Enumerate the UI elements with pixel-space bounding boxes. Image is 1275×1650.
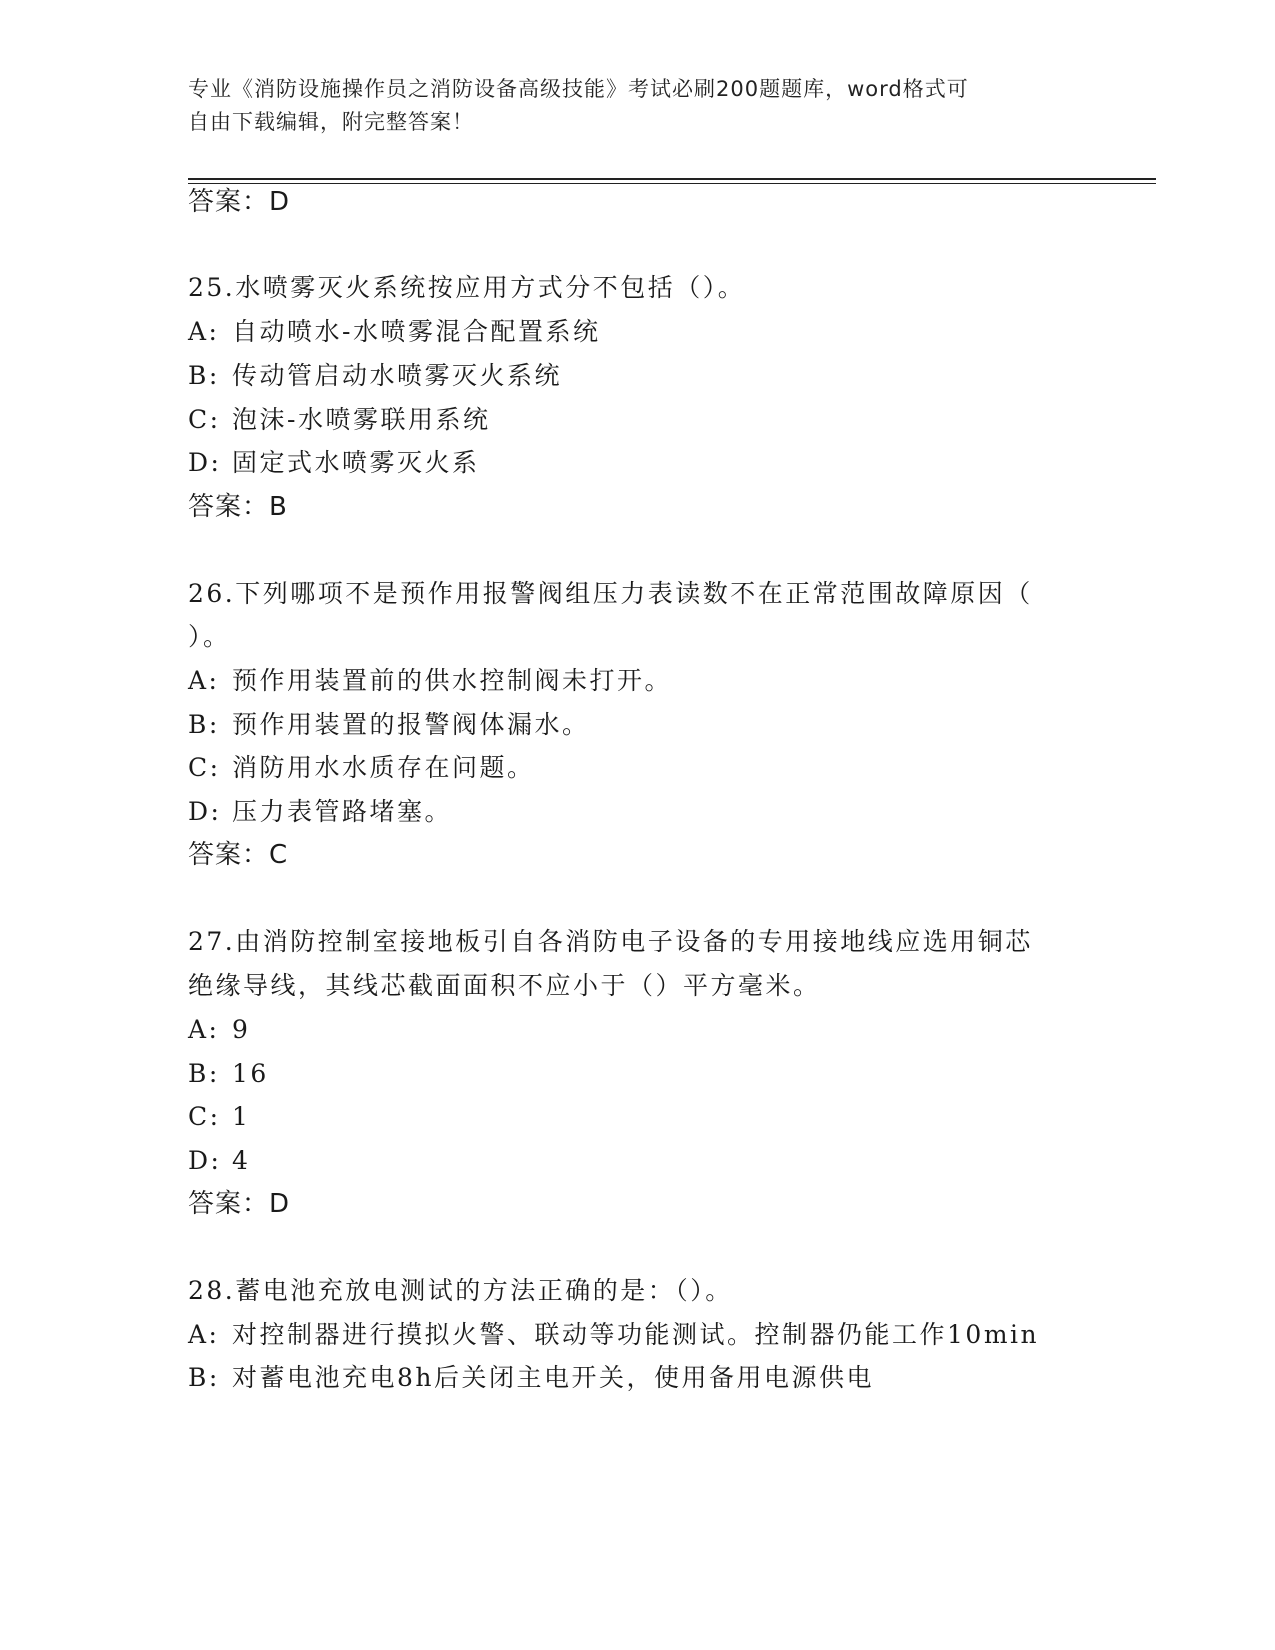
- answer-value: C: [269, 840, 289, 870]
- question-28-option-a: [188, 1319, 1039, 1351]
- option-label: D:: [188, 448, 222, 477]
- option-text: 消防用水水质存在问题。: [232, 753, 535, 782]
- question-27-stem-line-2: 绝缘导线，其线芯截面面积不应小于（）平方毫米。: [188, 971, 821, 1000]
- option-text: 自动喷水-水喷雾混合配置系统: [232, 317, 601, 346]
- option-text: 4: [232, 1146, 251, 1175]
- option-label: C:: [188, 1102, 221, 1131]
- document-header: [188, 73, 1088, 139]
- option-text: 压力表管路堵塞。: [232, 797, 453, 826]
- question-27-stem-line-1: 27.由消防控制室接地板引自各消防电子设备的专用接地线应选用铜芯: [188, 927, 1033, 956]
- question-26-option-d: [188, 796, 452, 828]
- question-26-option-b: [188, 709, 590, 741]
- question-25-option-a: [188, 316, 600, 348]
- option-label: B:: [188, 361, 220, 390]
- question-28-option-b: [188, 1362, 874, 1394]
- option-text: 16: [232, 1059, 269, 1088]
- answer-prefix: 答案：: [188, 492, 270, 522]
- option-label: A:: [188, 317, 220, 346]
- option-label: C:: [188, 753, 221, 782]
- option-label: B:: [188, 710, 220, 739]
- question-25-option-d: [188, 447, 480, 479]
- question-26-option-a: [188, 665, 672, 697]
- option-text: 固定式水喷雾灭火系: [232, 448, 480, 477]
- answer-value: D: [269, 187, 291, 217]
- answer-value: D: [269, 1189, 291, 1219]
- option-label: B:: [188, 1059, 220, 1088]
- question-27-option-c: [188, 1101, 250, 1133]
- option-text: 对蓄电池充电8h后关闭主电开关，使用备用电源供电: [232, 1363, 875, 1392]
- header-line-1: 专业《消防设施操作员之消防设备高级技能》考试必刷200题题库，word格式可: [188, 77, 969, 101]
- question-25-option-c: [188, 404, 490, 436]
- header-divider-thin: [188, 183, 1156, 184]
- option-text: 预作用装置的报警阀体漏水。: [232, 710, 590, 739]
- option-label: B:: [188, 1363, 220, 1392]
- question-27-option-d: [188, 1145, 250, 1177]
- option-text: 1: [232, 1102, 251, 1131]
- question-26-answer: [188, 839, 288, 871]
- answer-prefix: 答案：: [188, 840, 270, 870]
- header-line-2: 自由下载编辑，附完整答案！: [188, 110, 474, 134]
- option-text: 传动管启动水喷雾灭火系统: [232, 361, 563, 390]
- question-26-stem-line-2: ）。: [188, 622, 231, 651]
- answer-prefix: 答案：: [188, 187, 270, 217]
- question-25-option-b: [188, 360, 562, 392]
- option-label: A:: [188, 1320, 220, 1349]
- answer-value: B: [269, 492, 288, 522]
- option-text: 预作用装置前的供水控制阀未打开。: [232, 666, 673, 695]
- question-25-stem: 25.水喷雾灭火系统按应用方式分不包括（）。: [188, 273, 746, 302]
- option-text: 9: [232, 1015, 251, 1044]
- option-text: 泡沫-水喷雾联用系统: [232, 405, 491, 434]
- option-label: A:: [188, 1015, 220, 1044]
- option-label: D:: [188, 1146, 222, 1175]
- question-25-answer: [188, 491, 288, 523]
- option-label: D:: [188, 797, 222, 826]
- option-label: C:: [188, 405, 221, 434]
- question-27-answer: [188, 1188, 290, 1220]
- question-27-option-a: [188, 1014, 250, 1046]
- prev-answer: [188, 186, 290, 218]
- header-divider-thick: [188, 178, 1156, 180]
- option-text: 对控制器进行摸拟火警、联动等功能测试。控制器仍能工作10min: [232, 1320, 1040, 1349]
- answer-prefix: 答案：: [188, 1189, 270, 1219]
- question-28-stem: 28.蓄电池充放电测试的方法正确的是：（）。: [188, 1276, 733, 1305]
- question-27-option-b: [188, 1058, 269, 1090]
- option-label: A:: [188, 666, 220, 695]
- question-26-stem-line-1: 26.下列哪项不是预作用报警阀组压力表读数不在正常范围故障原因（: [188, 579, 1033, 608]
- question-26-option-c: [188, 752, 535, 784]
